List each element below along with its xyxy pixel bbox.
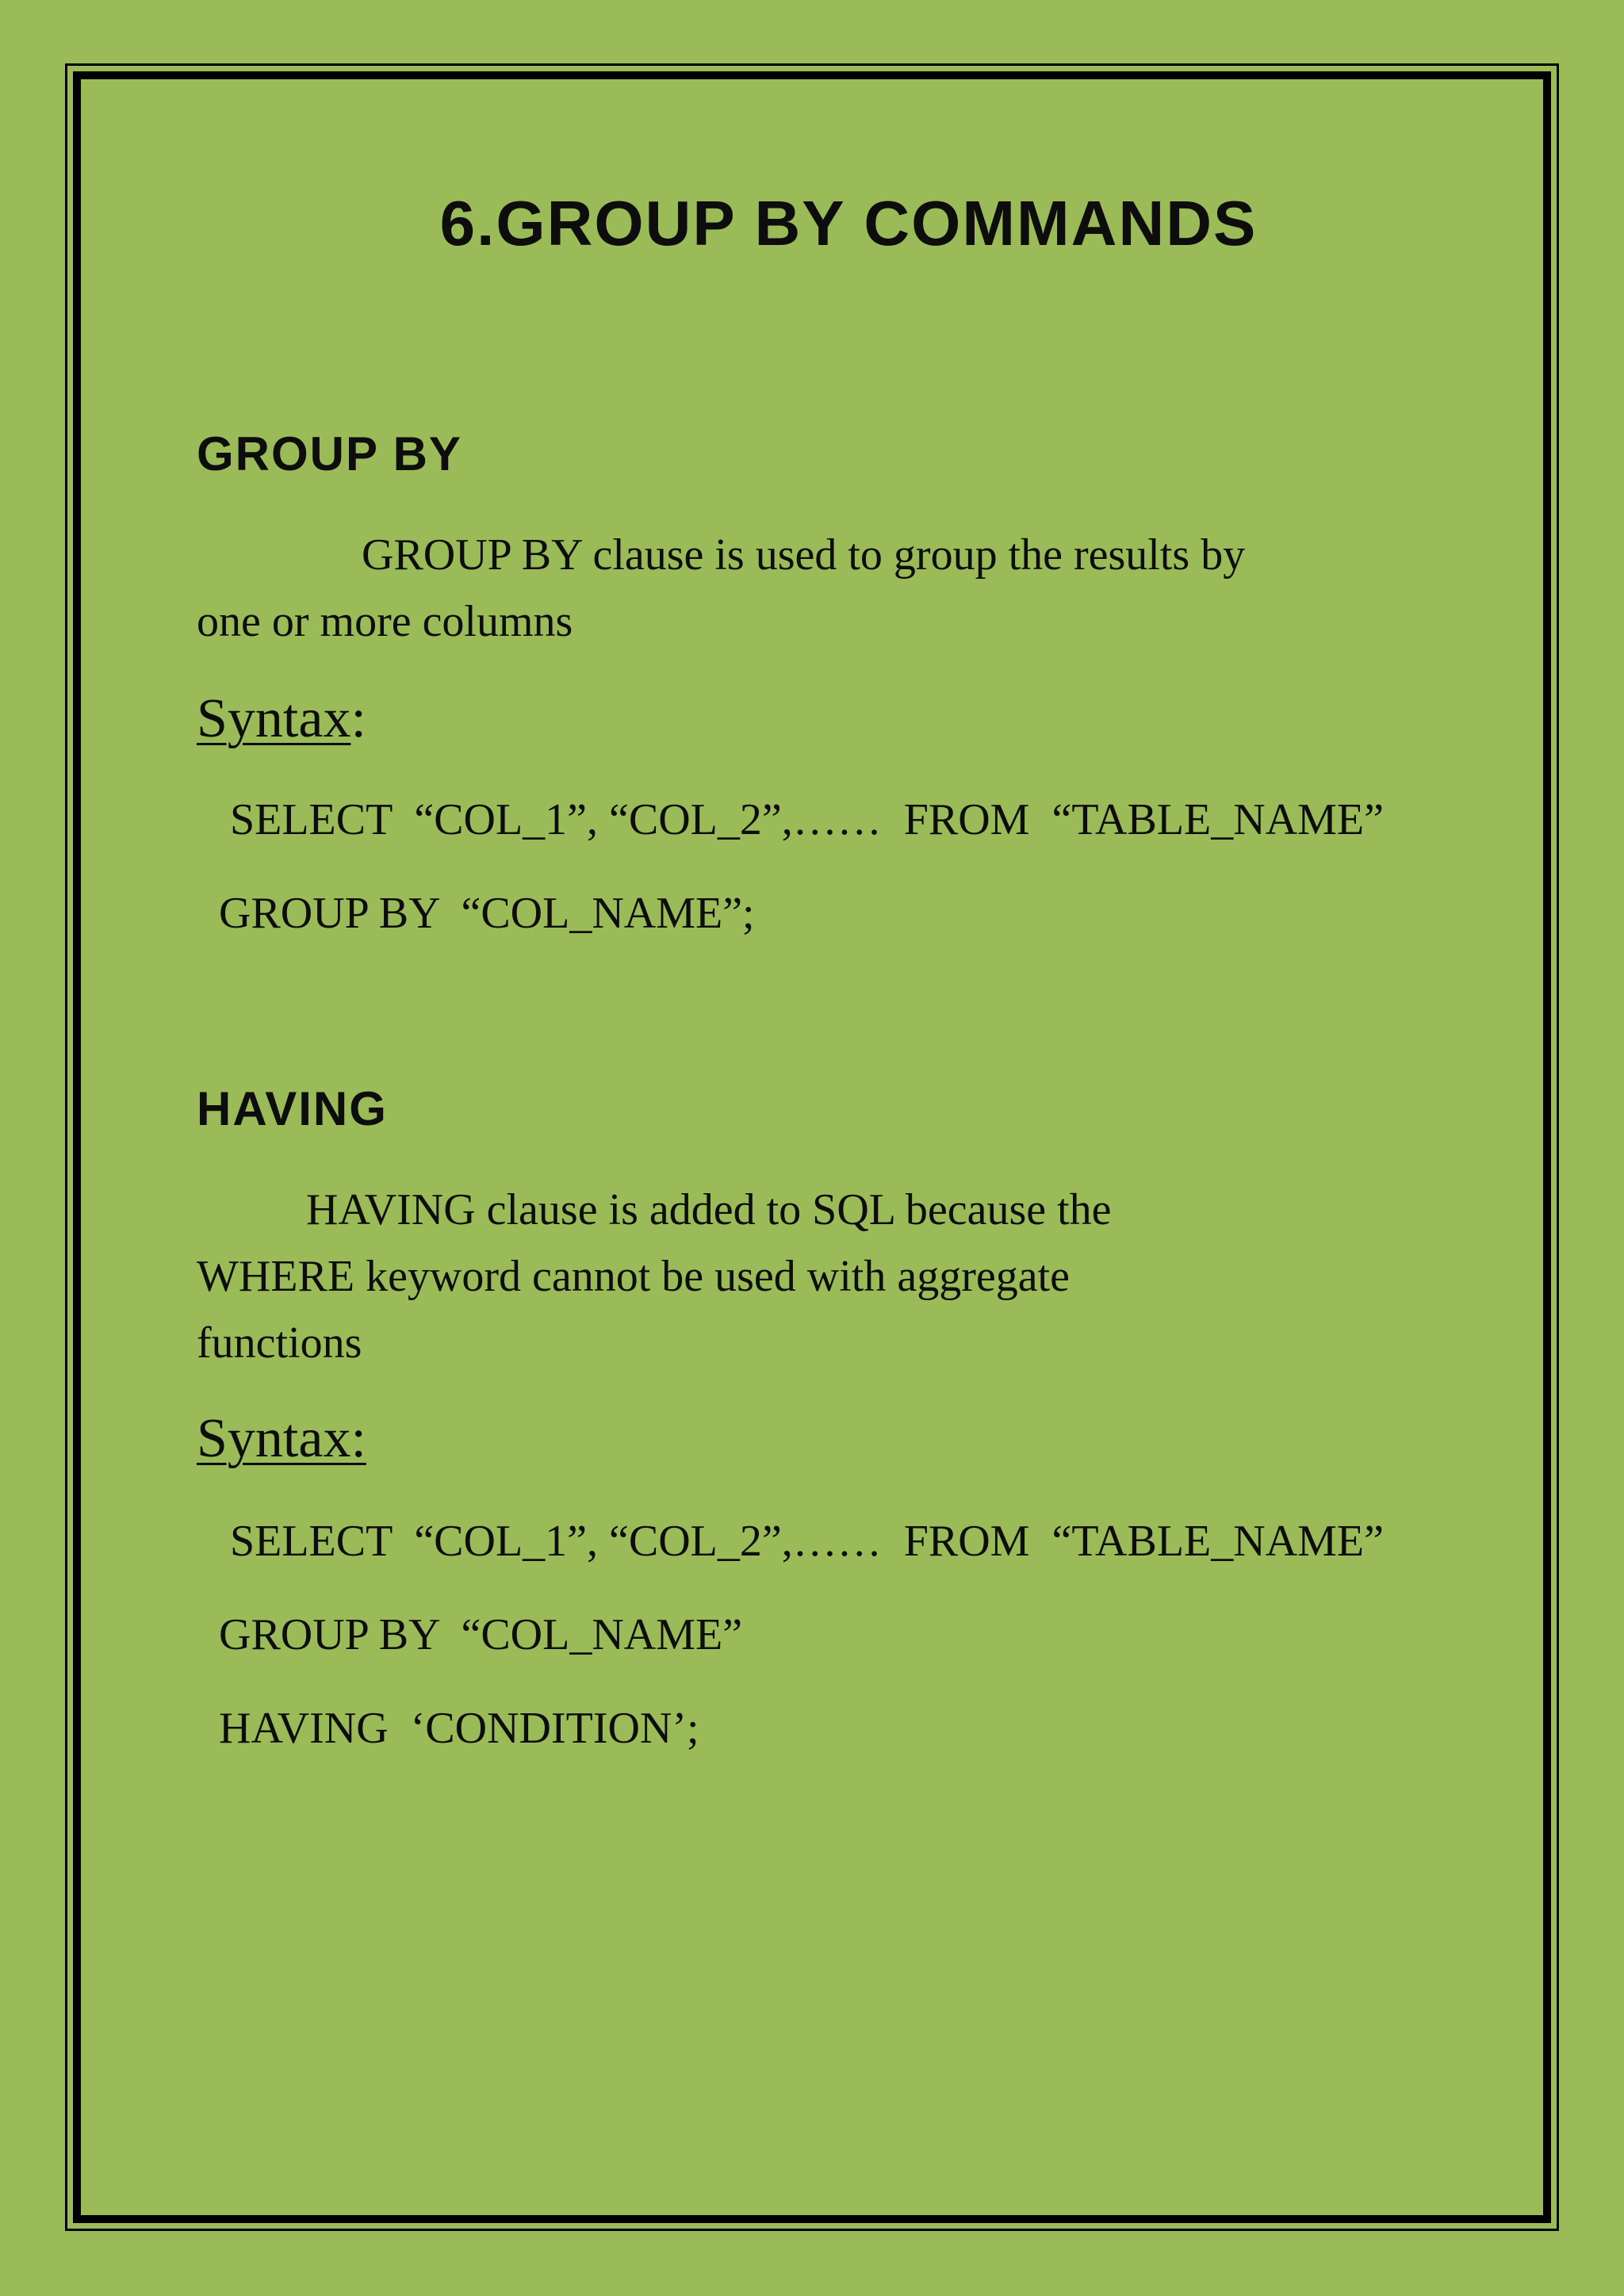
group-by-description-line-1: GROUP BY clause is used to group the results by [362, 530, 1246, 580]
having-heading: HAVING [197, 1082, 388, 1135]
page-title: 6.GROUP BY COMMANDS [439, 188, 1258, 258]
group-by-syntax-colon: : [350, 688, 366, 749]
having-code-line-3: HAVING ‘CONDITION’; [219, 1704, 699, 1753]
having-syntax-word: Syntax: [197, 1408, 366, 1469]
having-description [197, 1177, 1434, 1376]
group-by-code-line-1: SELECT “COL_1”, “COL_2”,…… FROM “TABLE_NAME” [230, 795, 1384, 844]
group-by-description-line-2: one or more columns [197, 597, 573, 646]
having-description-line-1: HAVING clause is added to SQL because the [306, 1185, 1112, 1234]
group-by-syntax-word: Syntax [197, 688, 351, 749]
having-syntax-label [197, 1408, 366, 1469]
group-by-code-line-2: GROUP BY “COL_NAME”; [219, 889, 755, 938]
having-code-line-2: GROUP BY “COL_NAME” [219, 1610, 743, 1659]
having-description-line-2: WHERE keyword cannot be used with aggregate [197, 1252, 1070, 1301]
having-description-line-3: functions [197, 1318, 362, 1368]
group-by-description [197, 522, 1434, 655]
group-by-syntax-label [197, 688, 366, 749]
having-code-line-1: SELECT “COL_1”, “COL_2”,…… FROM “TABLE_NAME” [230, 1517, 1384, 1566]
group-by-heading: GROUP BY [197, 427, 462, 480]
